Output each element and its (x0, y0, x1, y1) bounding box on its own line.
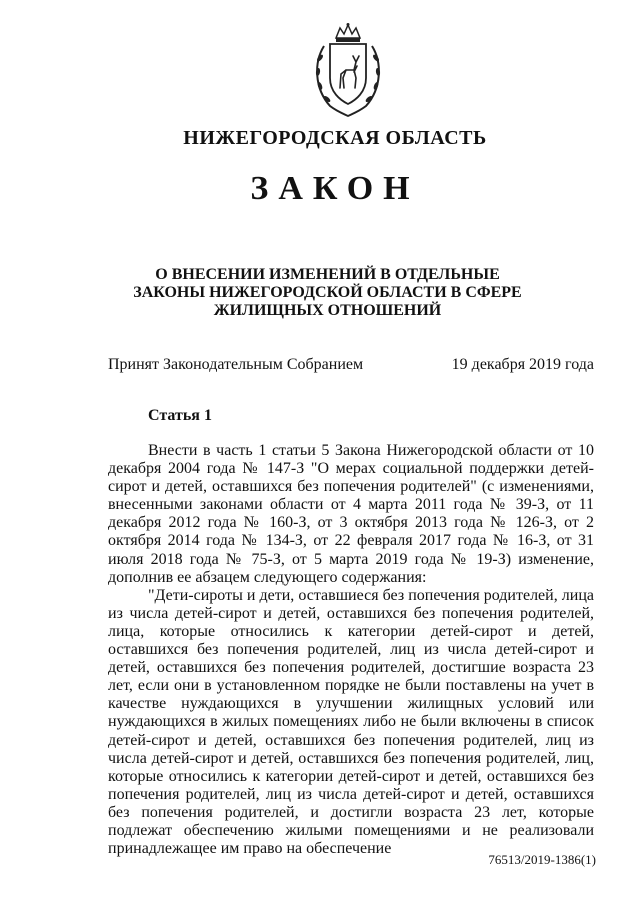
article-paragraph: "Дети-сироты и дети, оставшиеся без попечения родителей, лица из числа детей-сирот и детей, оставшихся без попечения родителей, лица, которые относились к категории детей-сирот и детей, оставшихся без попечения родителей, лиц из числа детей-сирот и детей, оставшихся без попечения родителей, достигшие возраста 23 лет, если они в установленном порядке не были поставлены на учет в качестве нуждающихся в улучшении жилищных условий или нуждающихся в жилых помещениях либо не были включены в список детей-сирот и детей, оставшихся без попечения родителей, лиц из числа детей-сирот и детей, оставшихся без попечения родителей, лиц, которые относились к категории детей-сирот и детей, оставшихся без попечения родителей, лиц из числа детей-сирот и детей, оставшихся без попечения родителей, и достигли возраста 23 лет, которые подлежат обеспечению жилыми помещениями и не реализовали принадлежащее им право на обеспечение (108, 586, 594, 858)
article-paragraph: Внести в часть 1 статьи 5 Закона Нижегородской области от 10 декабря 2004 года № 147-З "О мерах социальной поддержки детей-сирот и детей, оставшихся без попечения родителей" (с изменениями, внесенными законами области от 4 марта 2011 года № 39-З, от 11 декабря 2012 года № 160-З, от 3 октября 2013 года № 126-З, от 2 октября 2014 года № 134-З, от 22 февраля 2017 года № 16-З, от 31 июля 2018 года № 75-З, от 5 марта 2019 года № 19-З) изменение, дополнив ее абзацем следующего содержания: (108, 442, 594, 586)
document-number: 76513/2019-1386(1) (488, 852, 596, 867)
article-body (108, 442, 594, 858)
region-name: НИЖЕГОРОДСКАЯ ОБЛАСТЬ (183, 127, 487, 149)
adopted-by: Принят Законодательным Собранием (108, 356, 364, 373)
coat-of-arms-icon (310, 22, 386, 118)
document-title: О ВНЕСЕНИИ ИЗМЕНЕНИЙ В ОТДЕЛЬНЫЕ ЗАКОНЫ НИЖЕГОРОДСКОЙ ОБЛАСТИ В СФЕРЕ ЖИЛИЩНЫХ ОТНОШЕНИЙ (133, 266, 522, 319)
document-type: ЗАКОН (250, 170, 420, 207)
adopted-date: 19 декабря 2019 года (451, 356, 594, 373)
article-heading: Статья 1 (148, 407, 212, 424)
